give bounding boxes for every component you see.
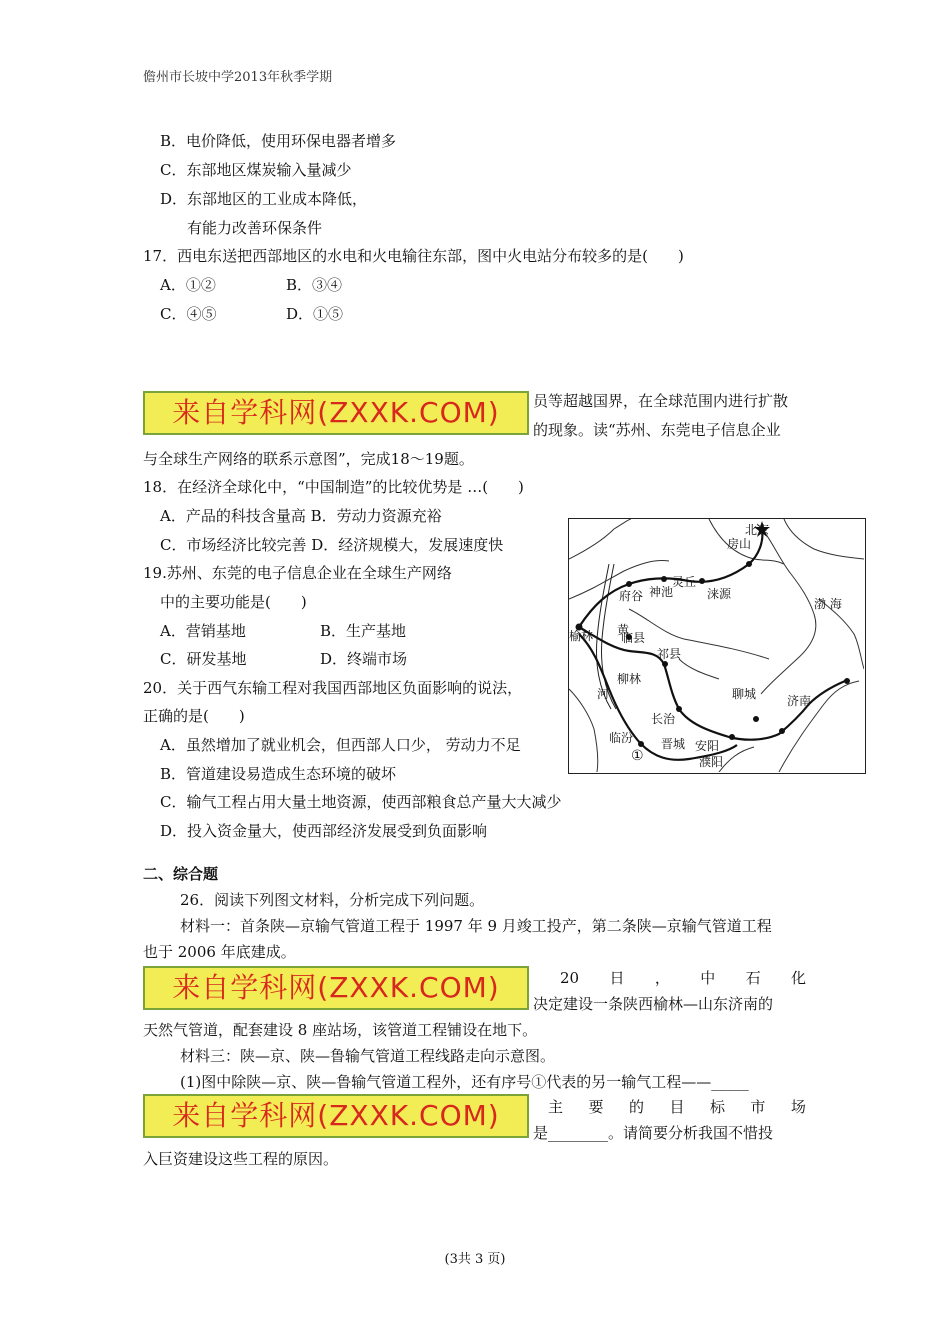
pipeline-map: [568, 518, 866, 774]
q17-option-c: C．④⑤: [160, 305, 217, 323]
part-1-word: 市: [750, 1098, 766, 1116]
page-footer: (3共 3 页): [444, 1252, 506, 1267]
part-1-line-3: 是________。请简要分析我国不惜投: [533, 1124, 774, 1142]
q20-stem-cont: 正确的是( ): [143, 707, 245, 725]
map-label-liaocheng: 聊城: [732, 687, 757, 701]
q16-option-c: C．东部地区煤炭输入量减少: [160, 161, 352, 179]
q20-option-c: C．输气工程占用大量土地资源，使西部粮食总产量大大减少: [160, 793, 562, 811]
material-2-word: 日: [609, 969, 625, 987]
q20-option-a: A．虽然增加了就业机会，但西部人口少， 劳动力不足: [160, 736, 521, 754]
section-2-title: 二、综合题: [143, 865, 219, 883]
q19-option-d: D．终端市场: [320, 650, 408, 668]
map-label-circle-1: ①: [631, 748, 644, 764]
material-2-word: ，: [654, 969, 670, 987]
q18-options-ab: A．产品的科技含量高 B．劳动力资源充裕: [160, 507, 442, 525]
map-label-fugu: 府谷: [619, 589, 644, 603]
material-1-line-2: 也于 2006 年底建成。: [143, 943, 296, 961]
map-label-shenchi: 神池: [649, 585, 674, 599]
part-1-line-4: 入巨资建设这些工程的原因。: [143, 1150, 339, 1168]
q18-options-cd: C．市场经济比较完善 D．经济规模大，发展速度快: [160, 536, 504, 554]
map-label-liulin: 柳林: [617, 672, 642, 686]
map-label-jinan: 济南: [787, 694, 812, 708]
q19-stem: 19.苏州、东莞的电子信息企业在全球生产网络: [143, 564, 452, 582]
q19-option-c: C．研发基地: [160, 650, 247, 668]
map-label-qixian: 祁县: [657, 647, 682, 661]
page-header: 儋州市长坡中学2013年秋季学期: [143, 70, 333, 85]
intro-line-3: 与全球生产网络的联系示意图”，完成18～19题。: [143, 450, 474, 468]
material-2-word: 石: [745, 969, 761, 987]
material-2-word: 中: [700, 969, 716, 987]
map-label-puyang: 濮阳: [699, 755, 724, 769]
q16-option-d-cont: 有能力改善环保条件: [187, 219, 323, 237]
q16-option-b: B．电价降低，使用环保电器者增多: [160, 132, 397, 150]
q20-option-d: D．投入资金量大，使西部经济发展受到负面影响: [160, 822, 488, 840]
material-2-line-3: 天然气管道，配套建设 8 座站场，该管道工程铺设在地下。: [143, 1021, 538, 1039]
q17-option-a: A．①②: [160, 276, 216, 294]
map-label-changzhi: 长治: [651, 712, 676, 726]
material-2-line-2: 决定建设一条陕西榆林—山东济南的: [533, 995, 774, 1013]
material-2-line-1: [560, 968, 806, 988]
intro-line-2: 的现象。读“苏州、东莞电子信息企业: [533, 421, 781, 439]
q16-option-d: D．东部地区的工业成本降低，: [160, 190, 368, 208]
part-1-word: 标: [709, 1098, 725, 1116]
watermark-banner: 来自学科网(ZXXK.COM): [143, 391, 529, 435]
part-1-word: 的: [628, 1098, 644, 1116]
map-label-bohai: 渤 海: [814, 597, 842, 611]
map-label-linxian: 临县: [621, 631, 646, 645]
map-label-jincheng: 晋城: [661, 737, 686, 751]
part-1-word: 主: [548, 1098, 564, 1116]
material-1-line-1: 材料一：首条陕—京输气管道工程于 1997 年 9 月竣工投产，第二条陕—京输气管道工程: [180, 917, 772, 935]
q19-stem-cont: 中的主要功能是( ): [160, 593, 307, 611]
q17-option-b: B．③④: [286, 276, 343, 294]
map-label-yulin: 榆林: [569, 629, 594, 643]
watermark-banner: 来自学科网(ZXXK.COM): [143, 1094, 529, 1138]
q20-stem: 20．关于西气东输工程对我国西部地区负面影响的说法，: [143, 679, 523, 697]
map-label-laiyuan: 涞源: [707, 587, 732, 601]
material-3: 材料三：陕—京、陕—鲁输气管道工程线路走向示意图。: [180, 1047, 556, 1065]
part-1-line-2: [548, 1097, 806, 1117]
q18-stem: 18．在经济全球化中，“中国制造”的比较优势是 …( ): [143, 478, 524, 496]
q19-option-b: B．生产基地: [320, 622, 407, 640]
map-label-lingqiu: 灵丘: [672, 575, 697, 589]
map-label-beijing: 北京: [745, 523, 770, 537]
part-1-word: 目: [669, 1098, 685, 1116]
map-label-linfen: 临汾: [609, 731, 634, 745]
map-label-huang: 黄: [617, 623, 630, 637]
q19-option-a: A．营销基地: [160, 622, 246, 640]
map-label-fangshan: 房山: [727, 537, 752, 551]
q17-option-d: D．①⑤: [286, 305, 344, 323]
part-1-word: 要: [588, 1098, 604, 1116]
material-2-word: 20: [560, 969, 580, 987]
part-1-line-1: (1)图中除陕—京、陕—鲁输气管道工程外，还有序号①代表的另一输气工程——_____: [180, 1073, 749, 1091]
q20-option-b: B．管道建设易造成生态环境的破坏: [160, 765, 397, 783]
intro-line-1: 员等超越国界，在全球范围内进行扩散: [533, 392, 789, 410]
map-label-anyang: 安阳: [695, 739, 720, 753]
q26-stem: 26．阅读下列图文材料，分析完成下列问题。: [180, 891, 485, 909]
watermark-banner: 来自学科网(ZXXK.COM): [143, 966, 529, 1010]
part-1-word: 场: [790, 1098, 806, 1116]
map-label-he: 河: [597, 687, 610, 701]
material-2-word: 化: [790, 969, 806, 987]
q17-stem: 17．西电东送把西部地区的水电和火电输往东部，图中火电站分布较多的是( ): [143, 247, 684, 265]
